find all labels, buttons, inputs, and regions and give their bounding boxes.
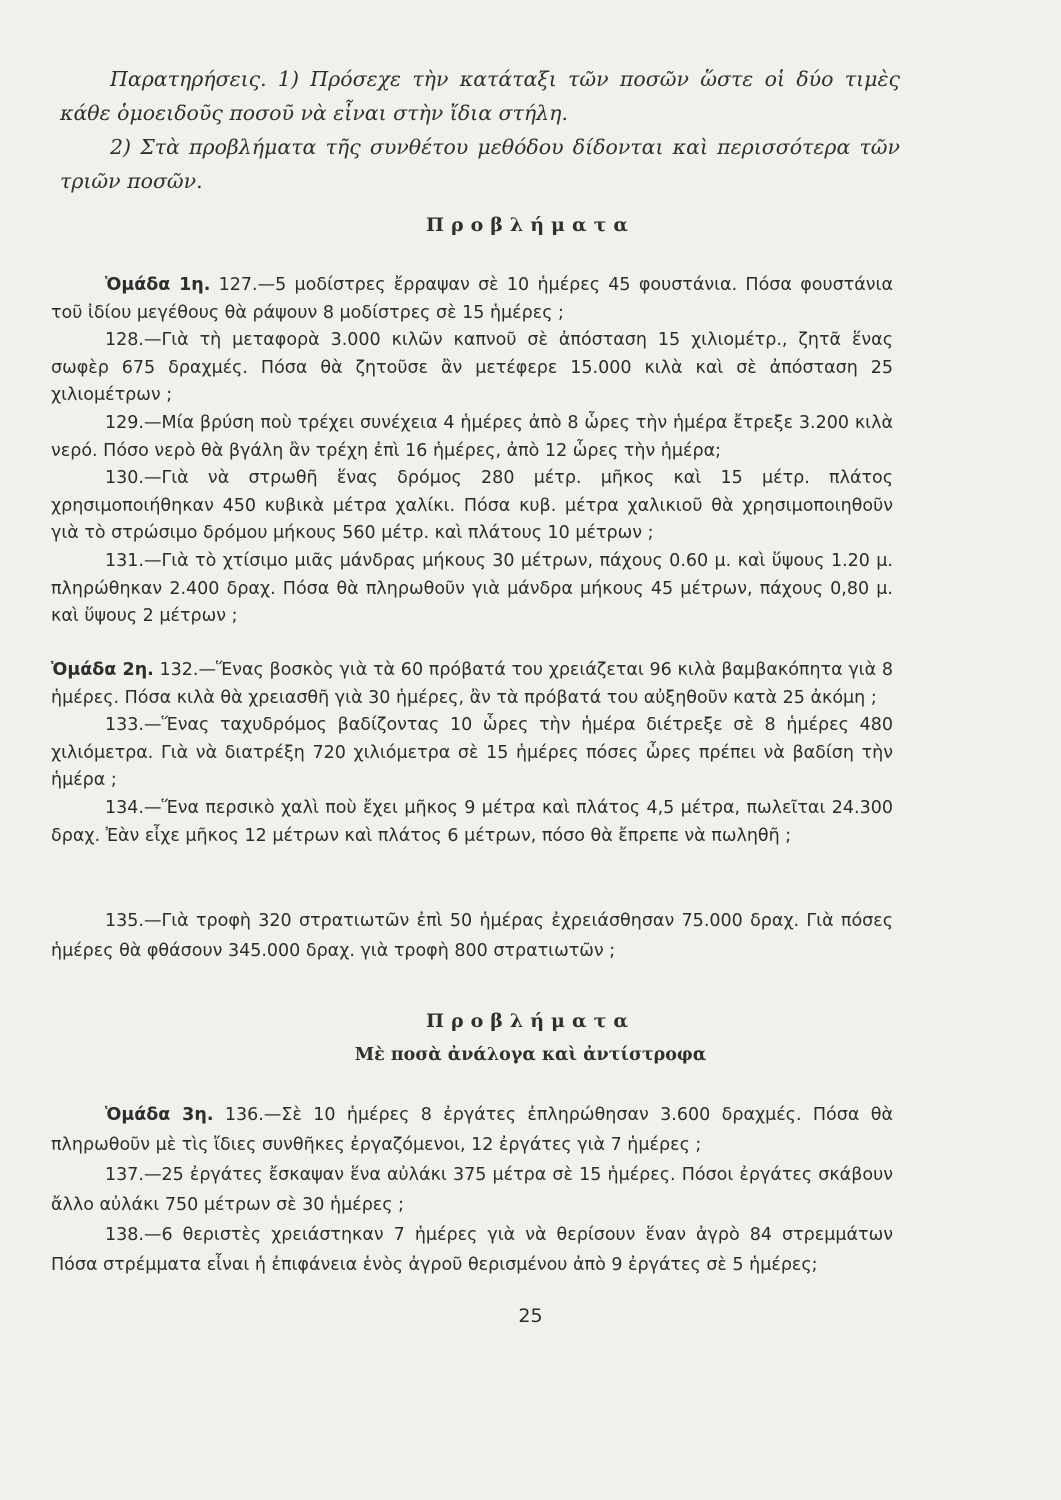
- problem-137: 137.—25 ἐργάτες ἔσκαψαν ἕνα αὐλάκι 375 μέτρα σὲ 15 ἡμέρες. Πόσοι ἐργάτες σκάβουν ἄλλο αὐλάκι 750 μέτρων σὲ 30 ἡμέρες ;: [51, 1165, 893, 1215]
- problem-134: 134.—Ἕνα περσικὸ χαλὶ ποὺ ἔχει μῆκος 9 μέτρα καὶ πλάτος 4,5 μέτρα, πωλεῖται 24.300 δραχ. Ἐὰν εἶχε μῆκος 12 μέτρων καὶ πλάτος 6 μέτρων, πόσο θὰ ἔπρεπε νὰ πωληθῆ ;: [51, 797, 893, 846]
- problem-131: 131.—Γιὰ τὸ χτίσιμο μιᾶς μάνδρας μήκους 30 μέτρων, πάχους 0.60 μ. καὶ ὕψους 1.20 μ. πληρώθηκαν 2.400 δραχ. Πόσα θὰ πληρωθοῦν γιὰ μάνδρα μήκους 45 μέτρων, πάχους 0,80 μ. καὶ ὕψους 2 μέτρων ;: [51, 550, 893, 627]
- problem-132-text: 132.—Ἕνας βοσκὸς γιὰ τὰ 60 πρόβατά του χρειάζεται 96 κιλὰ βαμβακόπητα γιὰ 8 ἡμέρες. Πόσα κιλὰ θὰ χρειασθῆ γιὰ 30 ἡμέρες, ἂν τὰ πρόβατά του αὐξηθοῦν κατὰ 25 ἀκόμη ;: [51, 660, 893, 708]
- note-2: 2) Στὰ προβλήματα τῆς συνθέτου μεθόδου δίδονται καὶ περισσότερα τῶν τριῶν ποσῶν.: [60, 135, 900, 193]
- group-2-label: Ὁμάδα 2η.: [51, 660, 154, 680]
- group-3-label: Ὁμάδα 3η.: [105, 1105, 214, 1125]
- problems-heading-2: Προβλήματα: [426, 1010, 635, 1032]
- group-2-cont: [51, 906, 893, 966]
- problem-135: 135.—Γιὰ τροφὴ 320 στρατιωτῶν ἐπὶ 50 ἡμέρας ἐχρειάσθησαν 75.000 δραχ. Γιὰ πόσες ἡμέρες θὰ φθάσουν 345.000 δραχ. γιὰ τροφὴ 800 στρατιωτῶν ;: [51, 911, 893, 961]
- problem-136-text: 136.—Σὲ 10 ἡμέρες 8 ἐργάτες ἐπληρώθησαν 3.600 δραχμές. Πόσα θὰ πληρωθοῦν μὲ τὶς ἴδιες συνθῆκες ἐργαζόμενοι, 12 ἐργάτες γιὰ 7 ἡμέρες ;: [51, 1105, 893, 1155]
- group-1: [51, 272, 893, 631]
- problem-133: 133.—Ἕνας ταχυδρόμος βαδίζοντας 10 ὧρες τὴν ἡμέρα διέτρεξε σὲ 8 ἡμέρες 480 χιλιόμετρα. Γιὰ νὰ διατρέξη 720 χιλιόμετρα σὲ 15 ἡμέρες πόσες ὧρες πρέπει νὰ βαδίση τὴν ἡμέρα ;: [51, 715, 893, 791]
- page-number: 25: [518, 1305, 543, 1327]
- problem-138: 138.—6 θεριστὲς χρειάστηκαν 7 ἡμέρες γιὰ νὰ θερίσουν ἕναν ἀγρὸ 84 στρεμμάτων Πόσα στρέμματα εἶναι ἡ ἐπιφάνεια ἑνὸς ἀγροῦ θερισμένου ἀπὸ 9 ἐργάτες σὲ 5 ἡμέρες;: [51, 1225, 893, 1275]
- problem-127-text: 127.—5 μοδίστρες ἔρραψαν σὲ 10 ἡμέρες 45 φουστάνια. Πόσα φουστάνια τοῦ ἰδίου μεγέθους θὰ ράψουν 8 μοδίστρες σὲ 15 ἡμέρες ;: [51, 275, 893, 323]
- problem-128: 128.—Γιὰ τὴ μεταφορὰ 3.000 κιλῶν καπνοῦ σὲ ἀπόσταση 15 χιλιομέτρ., ζητᾶ ἕνας σωφὲρ 675 δραχμές. Πόσα θὰ ζητοῦσε ἂν μετέφερε 15.000 κιλὰ καὶ σὲ ἀπόσταση 25 χιλιομέτρων ;: [51, 330, 893, 406]
- note-1: Παρατηρήσεις. 1) Πρόσεχε τὴν κατάταξι τῶν ποσῶν ὥστε οἱ δύο τιμὲς κάθε ὁμοειδοῦς ποσοῦ νὰ εἶναι στὴν ἴδια στήλη.: [60, 67, 900, 125]
- problem-130: 130.—Γιὰ νὰ στρωθῆ ἕνας δρόμος 280 μέτρ. μῆκος καὶ 15 μέτρ. πλάτος χρησιμοποιήθηκαν 450 κυβικὰ μέτρα χαλίκι. Πόσα κυβ. μέτρα χαλικιοῦ θὰ χρησιμοποιηθοῦν γιὰ τὸ στρώσιμο δρόμου μήκους 560 μέτρ. καὶ πλάτους 10 μέτρων ;: [51, 468, 893, 544]
- problem-127: [51, 272, 893, 327]
- problems-heading: Προβλήματα: [426, 214, 635, 236]
- problems-subheading: Μὲ ποσὰ ἀνάλογα καὶ ἀντίστροφα: [354, 1045, 707, 1065]
- problem-136: [51, 1100, 893, 1160]
- group-2: [51, 657, 893, 850]
- group-3: [51, 1100, 893, 1280]
- problem-129: 129.—Μία βρύση ποὺ τρέχει συνέχεια 4 ἡμέρες ἀπὸ 8 ὧρες τὴν ἡμέρα ἔτρεξε 3.200 κιλὰ νερό. Πόσο νερὸ θὰ βγάλη ἂν τρέχη ἐπὶ 16 ἡμέρες, ἀπὸ 12 ὧρες τὴν ἡμέρα;: [51, 412, 893, 461]
- group-1-label: Ὁμάδα 1η.: [105, 275, 211, 295]
- notes-section: [60, 62, 900, 198]
- problem-132: [51, 657, 893, 712]
